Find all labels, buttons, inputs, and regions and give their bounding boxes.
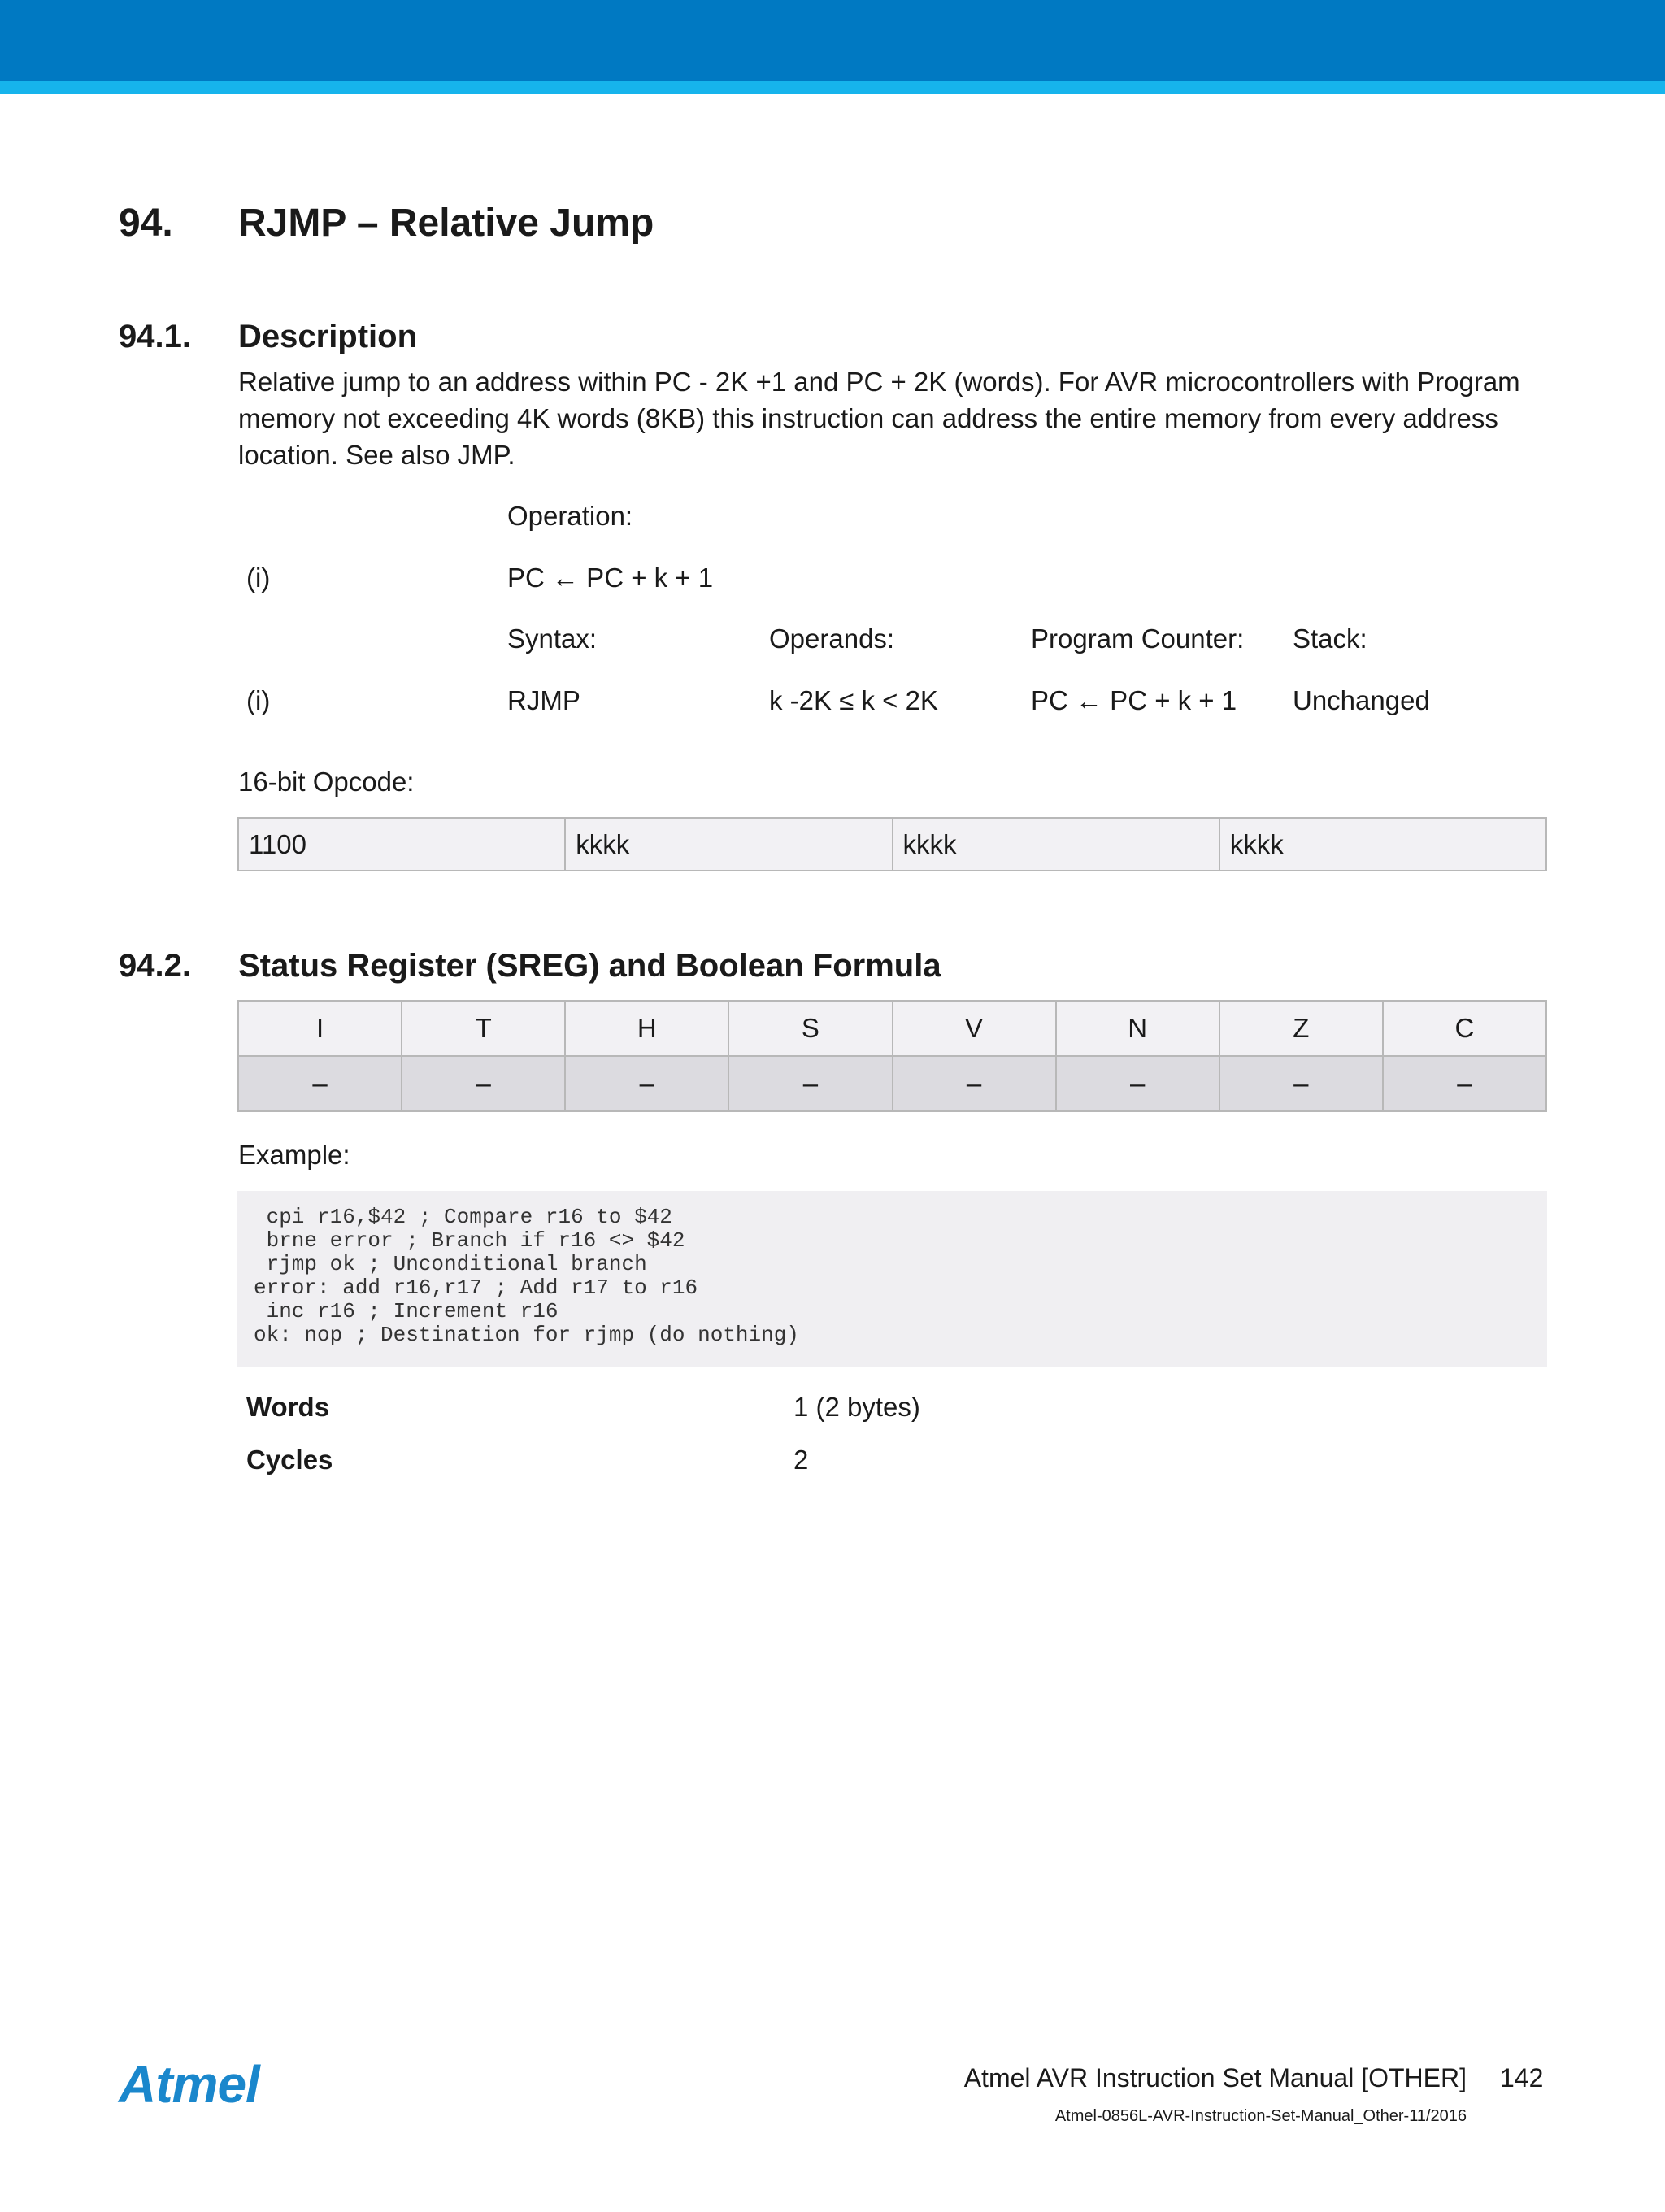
sreg-flag: S <box>729 1002 893 1055</box>
code-line: inc r16 ; Increment r16 <box>254 1299 559 1323</box>
section-title: RJMP – Relative Jump <box>238 202 654 245</box>
code-line: error: add r16,r17 ; Add r17 to r16 <box>254 1275 698 1300</box>
sreg-value: – <box>1220 1057 1384 1110</box>
cycles-label: Cycles <box>246 1445 333 1475</box>
operands-value: k -2K ≤ k < 2K <box>769 685 938 715</box>
cycles-value: 2 <box>793 1445 809 1475</box>
opcode-cell: 1100 <box>239 819 566 870</box>
words-value: 1 (2 bytes) <box>793 1392 920 1422</box>
operands-header: Operands: <box>769 624 895 654</box>
description-text: Relative jump to an address within PC - 2K +1 and PC + 2K (words). For AVR microcontrollers with Program memory not exceeding 4K words (8KB) this instruction can address the entire memory from every address location. See also JMP. <box>238 367 1520 470</box>
footer-doc-id: Atmel-0856L-AVR-Instruction-Set-Manual_Other-11/2016 <box>1054 2107 1467 2125</box>
code-block <box>237 1191 1547 1367</box>
stack-value: Unchanged <box>1293 685 1430 715</box>
operation-label: Operation: <box>507 501 633 531</box>
code-line: cpi r16,$42 ; Compare r16 to $42 <box>254 1205 672 1229</box>
sreg-value-row <box>239 1057 1545 1110</box>
syntax-header: Syntax: <box>507 624 598 654</box>
code-line: brne error ; Branch if r16 <> $42 <box>254 1228 685 1253</box>
opcode-label: 16-bit Opcode: <box>238 767 415 797</box>
stack-header: Stack: <box>1293 624 1367 654</box>
sreg-value: – <box>402 1057 566 1110</box>
sreg-value: – <box>893 1057 1057 1110</box>
program-counter-value: PC ← PC + k + 1 <box>1031 685 1237 715</box>
sreg-flag: H <box>566 1002 729 1055</box>
sreg-value: – <box>239 1057 402 1110</box>
sreg-value: – <box>1057 1057 1220 1110</box>
header-stripe <box>0 81 1665 94</box>
syntax-row-index: (i) <box>246 685 271 715</box>
atmel-logo: Atmel <box>119 2055 259 2114</box>
code-line: ok: nop ; Destination for rjmp (do nothing) <box>254 1323 799 1347</box>
sreg-header-row <box>239 1002 1545 1057</box>
sreg-flag: T <box>402 1002 566 1055</box>
opcode-cell: kkkk <box>893 819 1220 870</box>
sreg-flag: C <box>1454 1013 1475 1043</box>
sreg-value: – <box>1457 1068 1472 1098</box>
sreg-flag: V <box>893 1002 1057 1055</box>
sreg-value: – <box>729 1057 893 1110</box>
sreg-flag: I <box>239 1002 402 1055</box>
operation-index: (i) <box>246 563 271 593</box>
description-title: Description <box>238 319 418 354</box>
program-counter-header: Program Counter: <box>1031 624 1245 654</box>
words-label: Words <box>246 1392 330 1422</box>
sreg-flag: N <box>1057 1002 1220 1055</box>
opcode-cell: kkkk <box>566 819 893 870</box>
section-number: 94. <box>119 202 173 245</box>
opcode-cell: kkkk <box>1229 828 1284 859</box>
sreg-title: Status Register (SREG) and Boolean Formula <box>238 948 941 984</box>
header-band <box>0 0 1665 81</box>
sreg-table <box>237 1000 1547 1112</box>
code-line: rjmp ok ; Unconditional branch <box>254 1252 647 1276</box>
footer-manual-title: Atmel AVR Instruction Set Manual [OTHER] <box>963 2063 1467 2092</box>
sreg-flag: Z <box>1220 1002 1384 1055</box>
sreg-value: – <box>566 1057 729 1110</box>
operation-formula: PC ← PC + k + 1 <box>507 563 714 593</box>
footer-page-number: 142 <box>1500 2063 1544 2092</box>
syntax-value: RJMP <box>507 685 580 715</box>
opcode-table <box>237 817 1547 871</box>
example-label: Example: <box>238 1140 350 1170</box>
description-number: 94.1. <box>119 319 191 354</box>
sreg-number: 94.2. <box>119 948 191 984</box>
